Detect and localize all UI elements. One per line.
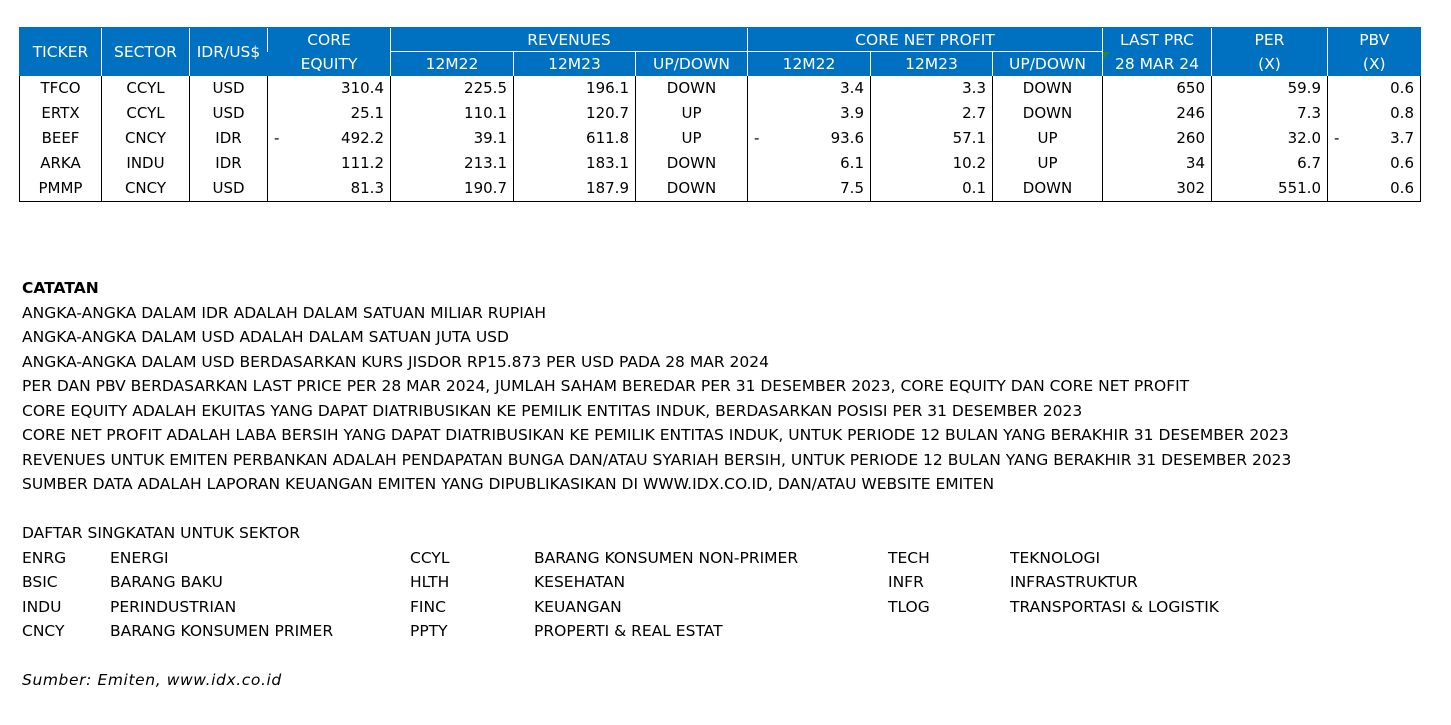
header-per-top: PER [1212,28,1328,52]
negative-sign: - [754,128,760,147]
note-line: ANGKA-ANGKA DALAM USD ADALAH DALAM SATUAN JUTA USD [22,328,509,346]
header-last-price-top: LAST PRC [1103,28,1212,52]
header-last-price-date: 28 MAR 24 [1114,54,1200,73]
cell-per: 551.0 [1212,176,1328,202]
cell-sector: CCYL [102,76,190,101]
cell-cnp-updown: UP [993,151,1103,176]
header-revenues: REVENUES [391,28,748,52]
cell-currency: USD [190,101,268,126]
cell-rev-12m23: 183.1 [514,151,636,176]
cell-cnp-12m22 [748,176,871,202]
header-core-net-profit: CORE NET PROFIT [748,28,1103,52]
note-line: SUMBER DATA ADALAH LAPORAN KEUANGAN EMITEN YANG DIPUBLIKASIKAN DI WWW.IDX.CO.ID, DAN/ATAU WEBSITE EMITEN [22,475,995,493]
cell-per: 7.3 [1212,101,1328,126]
cell-rev-updown: UP [636,101,748,126]
sector-code: ENRG [22,548,67,567]
cell-currency: USD [190,76,268,101]
cell-currency: IDR [190,151,268,176]
cell-ticker: TFCO [20,76,102,101]
sector-code: BSIC [22,573,58,591]
header-per-bottom: (X) [1212,52,1328,76]
cell-cnp-12m23: 2.7 [871,101,993,126]
cell-rev-12m22: 190.7 [391,176,514,202]
note-line: PER DAN PBV BERDASARKAN LAST PRICE PER 28 MAR 2024, JUMLAH SAHAM BEREDAR PER 31 DESEMBER 2023, CORE EQUITY DAN CORE NET PROFIT [22,377,1190,395]
cell-rev-updown: DOWN [636,76,748,101]
header-last-price-bottom [1103,52,1212,76]
cell-value: 6.1 [840,153,864,172]
table-row [20,101,1421,126]
negative-sign: - [274,128,280,147]
cell-value: 111.2 [341,153,384,172]
sector-name: BARANG KONSUMEN NON-PRIMER [534,548,799,567]
note-line: CORE NET PROFIT ADALAH LABA BERSIH YANG DAPAT DIATRIBUSIKAN KE PEMILIK ENTITAS INDUK, UNTUK PERIODE 12 BULAN YANG BERAKHIR 31 DESEMBER 2023 [22,426,1289,444]
notes-section [22,276,1422,693]
cell-pbv [1328,151,1421,176]
note-line: REVENUES UNTUK EMITEN PERBANKAN ADALAH PENDAPATAN BUNGA DAN/ATAU SYARIAH BERSIH, UNTUK PERIODE 12 BULAN YANG BERAKHIR 31 DESEMBER 2023 [22,450,1292,469]
cell-value: 3.9 [840,103,864,122]
sector-code: HLTH [410,573,450,591]
cell-value: 0.8 [1390,103,1414,122]
cell-cnp-12m22 [748,76,871,101]
sector-code: TECH [888,548,930,567]
header-cnp-updown: UP/DOWN [993,52,1103,76]
cell-per: 32.0 [1212,126,1328,151]
header-rev-12m22: 12M22 [391,52,514,76]
header-pbv-top: PBV [1328,28,1421,52]
header-cnp-12m22: 12M22 [748,52,871,76]
cell-rev-12m23: 196.1 [514,76,636,101]
cell-core-equity [268,151,391,176]
cell-ticker: PMMP [20,176,102,202]
cell-rev-12m22: 110.1 [391,101,514,126]
cell-value: 0.6 [1390,178,1414,197]
header-core-equity-bottom: EQUITY [268,52,391,76]
sector-name: TRANSPORTASI & LOGISTIK [1010,597,1219,616]
cell-ticker: BEEF [20,126,102,151]
notes-heading: CATATAN [22,279,99,297]
cell-value: 492.2 [341,128,384,147]
sector-name: PERINDUSTRIAN [110,597,237,616]
header-ticker: TICKER [20,28,102,76]
source-note: Sumber: Emiten, www.idx.co.id [22,671,282,689]
cell-sector: CNCY [102,176,190,202]
cell-last-prc: 34 [1103,151,1212,176]
table-body [20,76,1421,202]
cell-cnp-12m23: 10.2 [871,151,993,176]
header-rev-updown: UP/DOWN [636,52,748,76]
table-row [20,151,1421,176]
sector-name: PROPERTI & REAL ESTAT [534,622,723,640]
cell-core-equity [268,76,391,101]
header-row-top [20,28,1421,52]
cell-core-equity [268,126,391,151]
cell-value: 25.1 [350,103,384,122]
cell-cnp-12m22 [748,151,871,176]
cell-last-prc: 650 [1103,76,1212,101]
abbreviation-row [22,595,1422,620]
sector-code: FINC [410,597,446,616]
cell-last-prc: 260 [1103,126,1212,151]
header-rev-12m23: 12M23 [514,52,636,76]
cell-cnp-12m23: 57.1 [871,126,993,151]
header-sector: SECTOR [102,28,190,76]
table-row [20,126,1421,151]
cell-cnp-12m22 [748,126,871,151]
cell-last-prc: 246 [1103,101,1212,126]
cell-pbv [1328,101,1421,126]
cell-cnp-12m23: 0.1 [871,176,993,202]
header-pbv-bottom: (X) [1328,52,1421,76]
cell-rev-updown: DOWN [636,151,748,176]
cell-last-prc: 302 [1103,176,1212,202]
cell-cnp-updown: DOWN [993,76,1103,101]
cell-ticker: ERTX [20,101,102,126]
cell-rev-12m23: 187.9 [514,176,636,202]
sector-code: CNCY [22,622,65,640]
sector-code: CCYL [410,548,450,567]
sector-name [1010,619,1310,644]
cell-rev-12m22: 225.5 [391,76,514,101]
table-row [20,176,1421,202]
note-line: ANGKA-ANGKA DALAM IDR ADALAH DALAM SATUAN MILIAR RUPIAH [22,303,547,322]
cell-core-equity [268,101,391,126]
cell-rev-12m22: 39.1 [391,126,514,151]
sector-name: KEUANGAN [534,597,622,616]
sector-name: ENERGI [110,548,169,567]
cell-rev-12m22: 213.1 [391,151,514,176]
sector-code: INFR [888,573,924,591]
negative-sign: - [1334,128,1340,147]
cell-currency: IDR [190,126,268,151]
cell-value: 0.6 [1390,153,1414,172]
cell-pbv [1328,126,1421,151]
abbreviations-heading: DAFTAR SINGKATAN UNTUK SEKTOR [22,524,301,542]
sector-name: TEKNOLOGI [1010,548,1101,567]
header-currency: IDR/US$ [190,28,268,76]
abbreviation-row [22,546,1422,571]
cell-value: 3.4 [840,78,864,97]
cell-cnp-12m22 [748,101,871,126]
cell-rev-12m23: 120.7 [514,101,636,126]
notes-list [22,301,1422,497]
cell-pbv [1328,76,1421,101]
cell-value: 93.6 [830,128,864,147]
abbreviation-row [22,619,1422,644]
sector-name: BARANG BAKU [110,573,223,591]
cell-per: 6.7 [1212,151,1328,176]
cell-cnp-updown: DOWN [993,101,1103,126]
sector-name: INFRASTRUKTUR [1010,573,1138,591]
cell-sector: INDU [102,151,190,176]
cell-per: 59.9 [1212,76,1328,101]
cell-rev-12m23: 611.8 [514,126,636,151]
cell-value: 7.5 [840,178,864,197]
cell-currency: USD [190,176,268,202]
comment-marker [1103,52,1110,59]
abbreviations-list [22,546,1422,644]
cell-cnp-12m23: 3.3 [871,76,993,101]
cell-cnp-updown: UP [993,126,1103,151]
header-cnp-12m23: 12M23 [871,52,993,76]
cell-ticker: ARKA [20,151,102,176]
cell-sector: CNCY [102,126,190,151]
cell-pbv [1328,176,1421,202]
cell-value: 81.3 [350,178,384,197]
sector-code: TLOG [888,597,930,616]
financial-table [19,27,1421,202]
cell-value: 310.4 [341,78,384,97]
sector-code: PPTY [410,622,448,640]
sector-name: BARANG KONSUMEN PRIMER [110,622,334,640]
cell-cnp-updown: DOWN [993,176,1103,202]
cell-value: 0.6 [1390,78,1414,97]
cell-rev-updown: UP [636,126,748,151]
cell-rev-updown: DOWN [636,176,748,202]
sector-name: KESEHATAN [534,573,626,591]
cell-value: 3.7 [1390,128,1414,147]
cell-core-equity [268,176,391,202]
note-line: CORE EQUITY ADALAH EKUITAS YANG DAPAT DIATRIBUSIKAN KE PEMILIK ENTITAS INDUK, BERDASARKAN POSISI PER 31 DESEMBER 2023 [22,401,1083,420]
table-row [20,76,1421,101]
abbreviation-row [22,570,1422,595]
note-line: ANGKA-ANGKA DALAM USD BERDASARKAN KURS JISDOR RP15.873 PER USD PADA 28 MAR 2024 [22,352,769,371]
header-core-equity-top: CORE [268,28,391,52]
sector-code [888,619,1010,644]
sector-code: INDU [22,597,62,616]
cell-sector: CCYL [102,101,190,126]
